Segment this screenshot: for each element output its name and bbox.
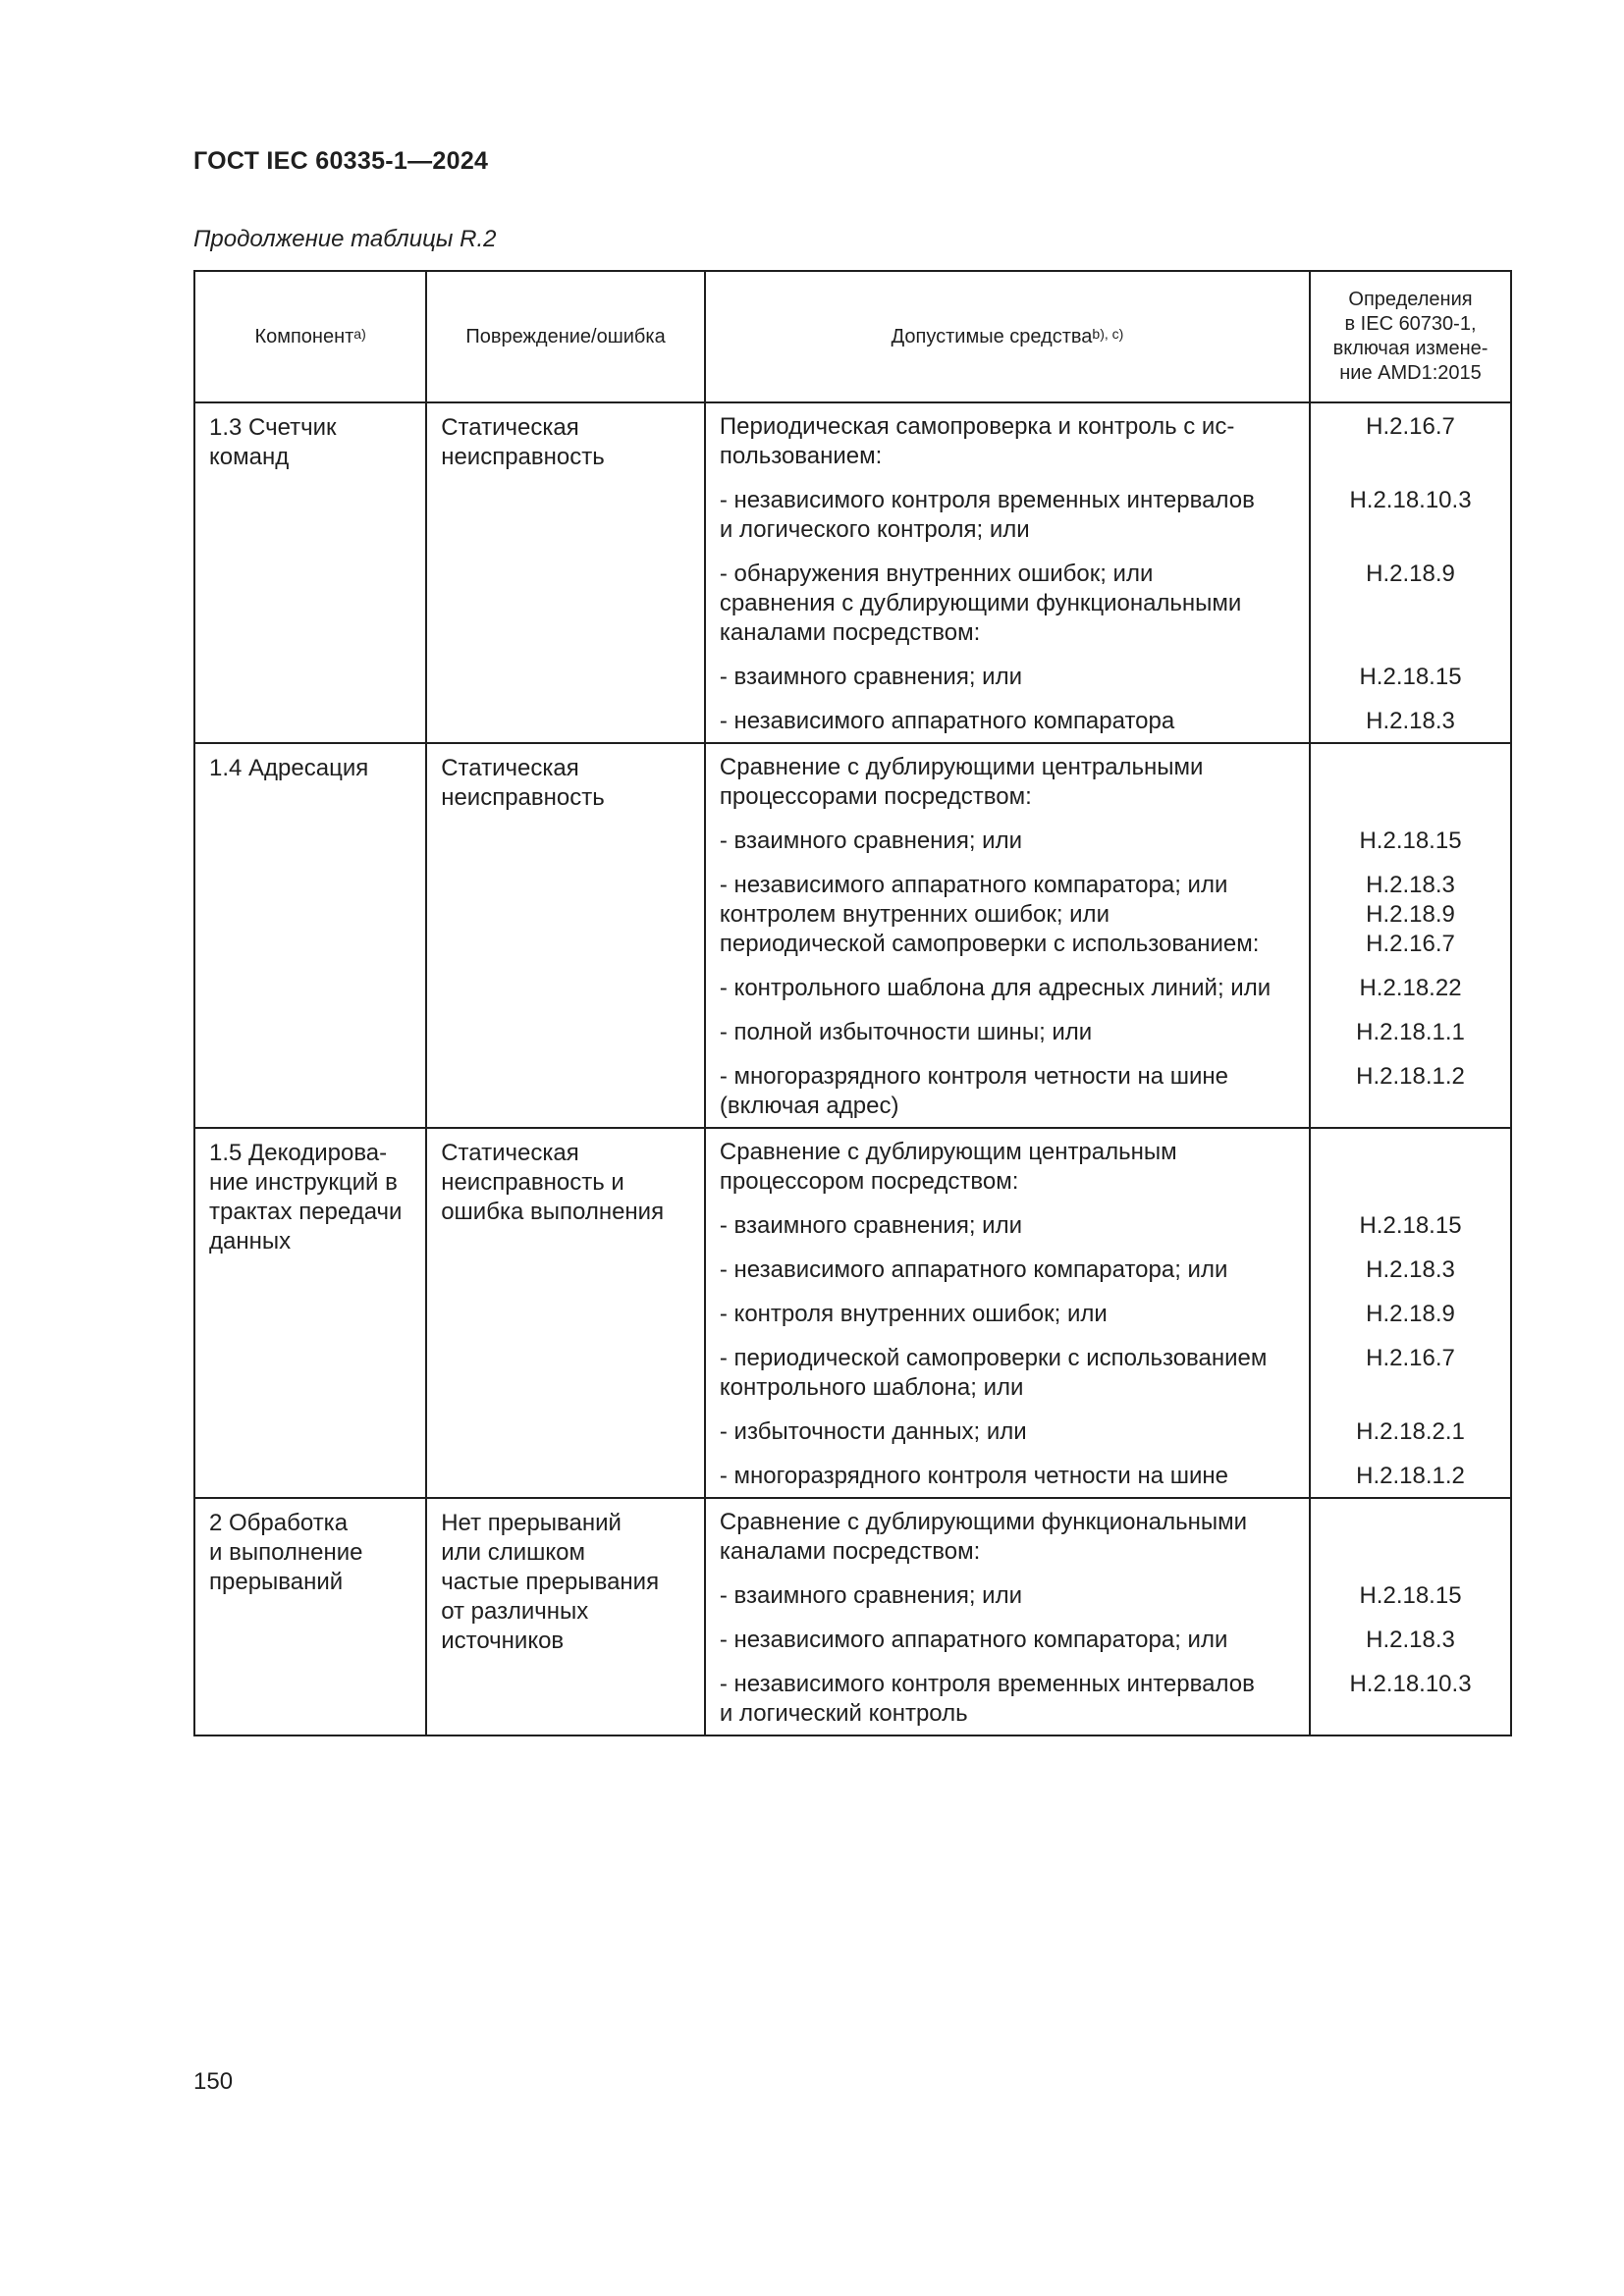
means-line: Сравнение с дублирующими функциональными bbox=[719, 1509, 1248, 1535]
table-row bbox=[194, 402, 1511, 743]
reference-code: H.2.18.9 bbox=[1366, 561, 1455, 587]
component-cell bbox=[194, 1128, 426, 1498]
reference-entry bbox=[1311, 744, 1510, 818]
fault-line: Статическая bbox=[441, 755, 579, 781]
header-fault: Повреждение/ошибка bbox=[426, 271, 705, 402]
table-row bbox=[194, 1498, 1511, 1735]
component-line: и выполнение bbox=[209, 1539, 363, 1566]
means-entry bbox=[706, 862, 1309, 965]
means-line: - контроля внутренних ошибок; или bbox=[719, 1301, 1108, 1327]
reference-entry bbox=[1311, 862, 1510, 965]
means-cell bbox=[705, 743, 1310, 1128]
means-entry bbox=[706, 818, 1309, 862]
fault-cell bbox=[426, 1498, 705, 1735]
fault-line: от различных bbox=[441, 1598, 589, 1625]
means-line: процессорами посредством: bbox=[719, 783, 1032, 810]
means-entry bbox=[706, 965, 1309, 1009]
definitions-cell bbox=[1310, 402, 1511, 743]
means-line: Периодическая самопроверка и контроль с ис- bbox=[719, 413, 1235, 440]
component-cell bbox=[194, 402, 426, 743]
means-entry bbox=[706, 1291, 1309, 1335]
means-line: - многоразрядного контроля четности на шине bbox=[719, 1063, 1229, 1090]
means-entry bbox=[706, 1453, 1309, 1497]
table-header-row bbox=[194, 271, 1511, 402]
reference-entry bbox=[1311, 477, 1510, 551]
means-line: сравнения с дублирующими функциональными bbox=[719, 590, 1242, 616]
page-number: 150 bbox=[193, 2068, 234, 2095]
reference-entry bbox=[1311, 1129, 1510, 1202]
reference-code: H.2.18.15 bbox=[1359, 828, 1462, 854]
means-line: каналами посредством: bbox=[719, 619, 981, 646]
component-line: ние инструкций в bbox=[209, 1169, 398, 1196]
requirements-table bbox=[193, 270, 1512, 1736]
means-entry bbox=[706, 1499, 1309, 1573]
reference-entry bbox=[1311, 1053, 1510, 1127]
fault-line: Нет прерываний bbox=[441, 1510, 622, 1536]
component-cell bbox=[194, 743, 426, 1128]
header-component: Компонент$^{a)}$ bbox=[194, 271, 426, 402]
reference-code: H.2.16.7 bbox=[1366, 1345, 1455, 1371]
means-line: - взаимного сравнения; или bbox=[719, 828, 1022, 854]
means-entry bbox=[706, 403, 1309, 477]
reference-code: H.2.18.3 bbox=[1366, 872, 1455, 898]
means-line: и логический контроль bbox=[719, 1700, 968, 1727]
means-entry bbox=[706, 1335, 1309, 1409]
reference-code: H.2.18.3 bbox=[1366, 1627, 1455, 1653]
reference-entry bbox=[1311, 965, 1510, 1009]
fault-line: источников bbox=[441, 1628, 565, 1654]
means-entry bbox=[706, 1202, 1309, 1247]
means-line: периодической самопроверки с использованием: bbox=[719, 931, 1260, 957]
reference-entry bbox=[1311, 1661, 1510, 1735]
reference-entry bbox=[1311, 551, 1510, 654]
means-entry bbox=[706, 551, 1309, 654]
reference-code: H.2.18.15 bbox=[1359, 1582, 1462, 1609]
reference-entry bbox=[1311, 403, 1510, 477]
means-entry bbox=[706, 1247, 1309, 1291]
reference-code: H.2.18.10.3 bbox=[1349, 1671, 1472, 1697]
fault-line: неисправность bbox=[441, 784, 605, 811]
means-line: - независимого аппаратного компаратора; или bbox=[719, 1627, 1228, 1653]
component-cell bbox=[194, 1498, 426, 1735]
fault-line: ошибка выполнения bbox=[441, 1199, 665, 1225]
means-line: - взаимного сравнения; или bbox=[719, 1212, 1022, 1239]
component-line: прерываний bbox=[209, 1569, 344, 1595]
reference-code: H.2.18.10.3 bbox=[1349, 487, 1472, 513]
fault-line: или слишком bbox=[441, 1539, 585, 1566]
means-line: пользованием: bbox=[719, 443, 883, 469]
reference-entry bbox=[1311, 1009, 1510, 1053]
component-line: трактах передачи bbox=[209, 1199, 403, 1225]
component-line: команд bbox=[209, 444, 290, 470]
reference-code: H.2.18.2.1 bbox=[1356, 1418, 1465, 1445]
table-row bbox=[194, 1128, 1511, 1498]
reference-code: H.2.18.3 bbox=[1366, 1256, 1455, 1283]
reference-code: H.2.16.7 bbox=[1366, 931, 1455, 957]
means-line: - полной избыточности шины; или bbox=[719, 1019, 1093, 1045]
reference-entry bbox=[1311, 1409, 1510, 1453]
component-line: 2 Обработка bbox=[209, 1510, 349, 1536]
reference-entry bbox=[1311, 1202, 1510, 1247]
means-line: - периодической самопроверки с использованием bbox=[719, 1345, 1268, 1371]
means-entry bbox=[706, 1573, 1309, 1617]
reference-entry bbox=[1311, 654, 1510, 698]
means-entry bbox=[706, 1409, 1309, 1453]
reference-code: H.2.16.7 bbox=[1366, 413, 1455, 440]
means-line: (включая адрес) bbox=[719, 1093, 899, 1119]
means-line: процессором посредством: bbox=[719, 1168, 1019, 1195]
reference-entry bbox=[1311, 1573, 1510, 1617]
component-line: 1.3 Счетчик bbox=[209, 414, 337, 441]
reference-entry bbox=[1311, 1335, 1510, 1409]
reference-code: H.2.18.22 bbox=[1359, 975, 1462, 1001]
means-entry bbox=[706, 744, 1309, 818]
means-line: - взаимного сравнения; или bbox=[719, 664, 1022, 690]
fault-line: неисправность и bbox=[441, 1169, 624, 1196]
standard-title: ГОСТ IEC 60335-1—2024 bbox=[193, 147, 489, 175]
means-entry bbox=[706, 1617, 1309, 1661]
means-line: контрольного шаблона; или bbox=[719, 1374, 1024, 1401]
reference-code: H.2.18.1.1 bbox=[1356, 1019, 1465, 1045]
reference-code: H.2.18.9 bbox=[1366, 1301, 1455, 1327]
table-row bbox=[194, 743, 1511, 1128]
means-cell bbox=[705, 1128, 1310, 1498]
header-means: Допустимые средства$^{b), c)}$ bbox=[705, 271, 1310, 402]
component-line: 1.5 Декодирова- bbox=[209, 1140, 388, 1166]
means-entry bbox=[706, 1661, 1309, 1735]
reference-code: H.2.18.1.2 bbox=[1356, 1463, 1465, 1489]
table-body bbox=[194, 402, 1511, 1735]
reference-entry bbox=[1311, 698, 1510, 742]
reference-entry bbox=[1311, 1453, 1510, 1497]
fault-line: Статическая bbox=[441, 1140, 579, 1166]
fault-cell bbox=[426, 402, 705, 743]
means-entry bbox=[706, 1053, 1309, 1127]
component-line: 1.4 Адресация bbox=[209, 755, 369, 781]
reference-code: H.2.18.15 bbox=[1359, 664, 1462, 690]
reference-entry bbox=[1311, 1247, 1510, 1291]
means-line: Сравнение с дублирующим центральным bbox=[719, 1139, 1177, 1165]
fault-line: неисправность bbox=[441, 444, 605, 470]
table-caption: Продолжение таблицы R.2 bbox=[193, 226, 497, 252]
means-entry bbox=[706, 654, 1309, 698]
definitions-cell bbox=[1310, 1498, 1511, 1735]
fault-cell bbox=[426, 1128, 705, 1498]
means-line: - многоразрядного контроля четности на шине bbox=[719, 1463, 1229, 1489]
means-line: Сравнение с дублирующими центральными bbox=[719, 754, 1204, 780]
reference-entry bbox=[1311, 1617, 1510, 1661]
reference-entry bbox=[1311, 1291, 1510, 1335]
reference-code: H.2.18.9 bbox=[1366, 901, 1455, 928]
fault-line: частые прерывания bbox=[441, 1569, 660, 1595]
means-cell bbox=[705, 1498, 1310, 1735]
reference-code: H.2.18.3 bbox=[1366, 708, 1455, 734]
means-line: - независимого аппаратного компаратора; или bbox=[719, 872, 1228, 898]
definitions-cell bbox=[1310, 743, 1511, 1128]
means-line: - обнаружения внутренних ошибок; или bbox=[719, 561, 1154, 587]
means-entry bbox=[706, 698, 1309, 742]
reference-entry bbox=[1311, 818, 1510, 862]
component-line: данных bbox=[209, 1228, 292, 1255]
reference-code: H.2.18.1.2 bbox=[1356, 1063, 1465, 1090]
fault-line: Статическая bbox=[441, 414, 579, 441]
means-line: - независимого аппаратного компаратора; или bbox=[719, 1256, 1228, 1283]
means-line: контролем внутренних ошибок; или bbox=[719, 901, 1110, 928]
definitions-cell bbox=[1310, 1128, 1511, 1498]
header-definitions: Определения в IEC 60730-1, включая измене- ние AMD1:2015 bbox=[1310, 271, 1511, 402]
means-line: и логического контроля; или bbox=[719, 516, 1030, 543]
reference-entry bbox=[1311, 1499, 1510, 1573]
means-line: - контрольного шаблона для адресных линий; или bbox=[719, 975, 1272, 1001]
means-entry bbox=[706, 1129, 1309, 1202]
means-line: - избыточности данных; или bbox=[719, 1418, 1027, 1445]
means-line: - независимого контроля временных интервалов bbox=[719, 487, 1255, 513]
means-entry bbox=[706, 1009, 1309, 1053]
means-cell bbox=[705, 402, 1310, 743]
means-line: - взаимного сравнения; или bbox=[719, 1582, 1022, 1609]
means-line: каналами посредством: bbox=[719, 1538, 981, 1565]
means-line: - независимого контроля временных интервалов bbox=[719, 1671, 1255, 1697]
means-entry bbox=[706, 477, 1309, 551]
reference-code: H.2.18.15 bbox=[1359, 1212, 1462, 1239]
means-line: - независимого аппаратного компаратора bbox=[719, 708, 1175, 734]
fault-cell bbox=[426, 743, 705, 1128]
